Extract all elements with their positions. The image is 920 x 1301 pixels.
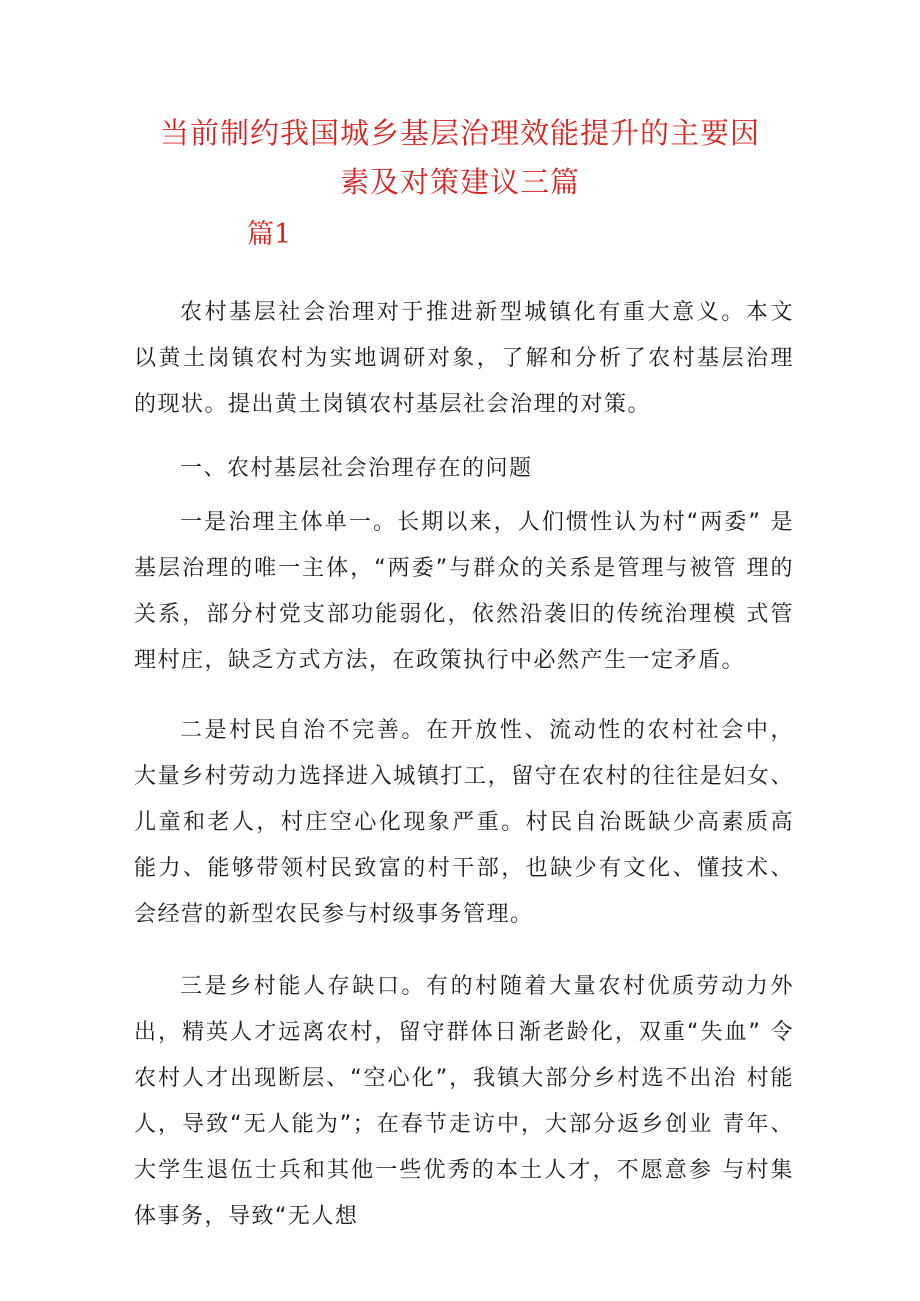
document-title-line-1: 当前制约我国城乡基层治理效能提升的主要因 — [160, 116, 761, 150]
intro-paragraph: 农村基层社会治理对于推进新型城镇化有重大意义。本文 以黄土岗镇农村为实地调研对象，了解和分析了农村基层治理 的现状。提出黄土岗镇农村基层社会治理的对策。 — [134, 300, 794, 417]
body-paragraph-1: 一是治理主体单一。长期以来，人们惯性认为村“两委” 是基层治理的唯一主体，“两委”与群众的关系是管理与被管 理的关系，部分村党支部功能弱化，依然沿袭旧的传统治理模 式管理村庄，缺乏方式方法，在政策执行中必然产生一定矛盾。 — [134, 510, 794, 673]
section-heading: 一、农村基层社会治理存在的问题 — [180, 456, 533, 481]
document-title-line-2: 素及对策建议三篇 — [339, 165, 580, 199]
body-paragraph-2: 二是村民自治不完善。在开放性、流动性的农村社会中， 大量乡村劳动力选择进入城镇打工，留守在农村的往往是妇女、 儿童和老人，村庄空心化现象严重。村民自治既缺少高素质高 能力、能够带领村民致富的村干部，也缺少有文化、懂技术、 会经营的新型农民参与村级事务管理。 — [134, 718, 794, 927]
part-label: 篇1 — [247, 219, 292, 250]
body-paragraph-3: 三是乡村能人存缺口。有的村随着大量农村优质劳动力外 出，精英人才远离农村，留守群体日渐老龄化，双重“失血” 令农村人才出现断层、“空心化”，我镇大部分乡村选不出治 村能人，导致“无人能为”；在春节走访中，大部分返乡创业 青年、大学生退伍士兵和其他一些优秀的本土人才，不愿意参 与村集体事务，导致“无人想 — [134, 974, 794, 1229]
